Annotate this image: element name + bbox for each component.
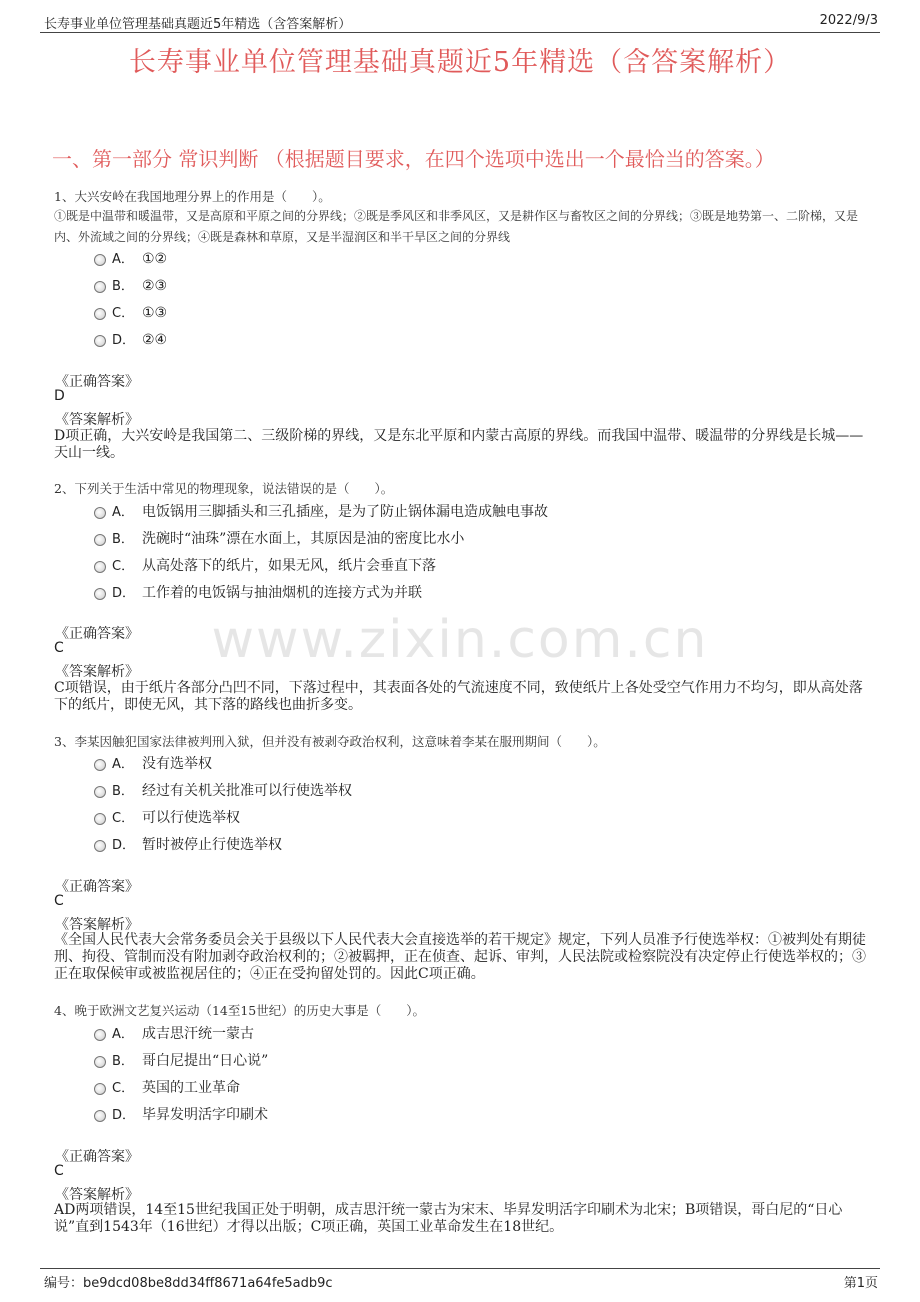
radio-icon[interactable]: [94, 1056, 106, 1068]
option-c[interactable]: C． ①③: [94, 302, 167, 322]
answer-label: 《正确答案》: [55, 374, 139, 390]
radio-icon[interactable]: [94, 561, 106, 573]
radio-icon[interactable]: [94, 308, 106, 320]
radio-icon[interactable]: [94, 254, 106, 266]
option-a[interactable]: A． 成吉思汗统一蒙古: [94, 1023, 254, 1043]
answer-analysis: AD两项错误，14至15世纪我国正处于明朝，成吉思汗统一蒙古为宋末、毕昇发明活字印刷术为北宋；B项错误，哥白尼的“日心说”直到1543年（16世纪）才得以出版；C项正确，英国工业革命发生在18世纪。: [54, 1202, 843, 1235]
radio-icon[interactable]: [94, 1083, 106, 1095]
correct-answer: C: [54, 1163, 64, 1179]
answer-analysis: D项正确，大兴安岭是我国第二、三级阶梯的界线，又是东北平原和内蒙古高原的界线。而我国中温带、暖温带的分界线是长城——天山一线。: [54, 428, 864, 461]
option-a[interactable]: A． 没有选举权: [94, 753, 212, 773]
analysis-label: 《答案解析》: [55, 412, 139, 428]
answer-label: 《正确答案》: [55, 879, 139, 895]
radio-icon[interactable]: [94, 1110, 106, 1122]
page-footer: [40, 1268, 880, 1291]
option-c[interactable]: C． 英国的工业革命: [94, 1077, 240, 1097]
analysis-label: 《答案解析》: [55, 664, 139, 680]
option-d[interactable]: D． 工作着的电饭锅与抽油烟机的连接方式为并联: [94, 582, 422, 602]
option-b[interactable]: B． 经过有关机关批准可以行使选举权: [94, 780, 352, 800]
analysis-label: 《答案解析》: [55, 917, 139, 933]
radio-icon[interactable]: [94, 813, 106, 825]
radio-icon[interactable]: [94, 534, 106, 546]
radio-icon[interactable]: [94, 507, 106, 519]
cut-off-text-line: [40, 1257, 880, 1265]
answer-analysis: 《全国人民代表大会常务委员会关于县级以下人民代表大会直接选举的若干规定》规定，下列人员准予行使选举权：①被判处有期徒刑、拘役、管制而没有附加剥夺政治权利的；②被羁押，正在侦查、起诉、审判，人民法院或检察院没有决定停止行使选举权的；③正在取保候审或被监视居住的；④正在受拘留处罚的。因此C项正确。: [54, 932, 866, 982]
radio-icon[interactable]: [94, 335, 106, 347]
watermark: www.zixin.com.cn: [211, 610, 709, 670]
header-date: 2022/9/3: [819, 13, 878, 28]
analysis-label: 《答案解析》: [55, 1187, 139, 1203]
question-text: 1、大兴安岭在我国地理分界上的作用是（ ）。: [54, 189, 331, 204]
option-b[interactable]: B． 洗碗时“油珠”漂在水面上，其原因是油的密度比水小: [94, 528, 464, 548]
option-a[interactable]: A． ①②: [94, 248, 167, 268]
question-text: 4、晚于欧洲文艺复兴运动（14至15世纪）的历史大事是（ ）。: [54, 1003, 426, 1018]
option-d[interactable]: D． 暂时被停止行使选举权: [94, 834, 282, 854]
option-b[interactable]: B． 哥白尼提出“日心说”: [94, 1050, 268, 1070]
radio-icon[interactable]: [94, 786, 106, 798]
answer-analysis: C项错误，由于纸片各部分凸凹不同，下落过程中，其表面各处的气流速度不同，致使纸片上各处受空气作用力不均匀，即从高处落下的纸片，即使无风，其下落的路线也曲折多变。: [54, 680, 863, 713]
question-text: 2、下列关于生活中常见的物理现象，说法错误的是（ ）。: [54, 481, 394, 496]
option-d[interactable]: D． ②④: [94, 329, 167, 349]
footer-page-number: 第1页: [843, 1276, 878, 1291]
correct-answer: C: [54, 640, 64, 656]
option-a[interactable]: A． 电饭锅用三脚插头和三孔插座，是为了防止锅体漏电造成触电事故: [94, 501, 548, 521]
correct-answer: C: [54, 893, 64, 909]
answer-label: 《正确答案》: [55, 626, 139, 642]
footer-doc-code: 编号：be9dcd08be8dd34ff8671a64fe5adb9c: [44, 1276, 333, 1291]
answer-label: 《正确答案》: [55, 1149, 139, 1165]
radio-icon[interactable]: [94, 1029, 106, 1041]
correct-answer: D: [54, 388, 65, 404]
question-statements: ①既是中温带和暖温带，又是高原和平原之间的分界线；②既是季风区和非季风区，又是耕作区与畜牧区之间的分界线；③既是地势第一、二阶梯，又是内、外流域之间的分界线；④既是森林和草原，又是半湿润区和半干旱区之间的分界线: [54, 209, 859, 244]
header-doc-name: 长寿事业单位管理基础真题近5年精选（含答案解析）: [44, 17, 352, 32]
page-header: [40, 10, 880, 33]
option-c[interactable]: C． 从高处落下的纸片，如果无风，纸片会垂直下落: [94, 555, 436, 575]
radio-icon[interactable]: [94, 840, 106, 852]
document-title: 长寿事业单位管理基础真题近5年精选（含答案解析）: [128, 47, 792, 78]
section-title: 一、第一部分 常识判断 （根据题目要求，在四个选项中选出一个最恰当的答案。）: [52, 147, 775, 171]
radio-icon[interactable]: [94, 281, 106, 293]
option-d[interactable]: D． 毕昇发明活字印刷术: [94, 1104, 268, 1124]
option-b[interactable]: B． ②③: [94, 275, 167, 295]
option-c[interactable]: C． 可以行使选举权: [94, 807, 240, 827]
radio-icon[interactable]: [94, 759, 106, 771]
question-text: 3、李某因触犯国家法律被判刑入狱，但并没有被剥夺政治权利，这意味着李某在服刑期间（ ）。: [54, 734, 606, 749]
radio-icon[interactable]: [94, 588, 106, 600]
